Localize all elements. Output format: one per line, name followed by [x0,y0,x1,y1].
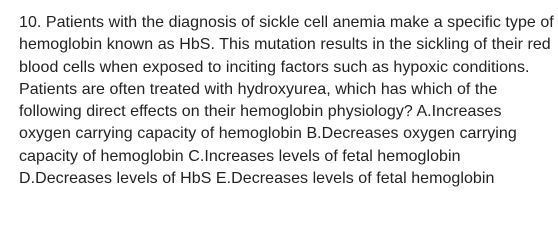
question-text: 10. Patients with the diagnosis of sickle cell anemia make a specific type of hemoglobin known as HbS. This mutation results in the sickling of their red blood cells when exposed to inciting factors such as hypoxic conditions. Patients are often treated with hydroxyurea, which has which of the following direct effects on their hemoglobin physiology? A.Increases oxygen carrying capacity of hemoglobin B.Decreases oxygen carrying capacity of hemoglobin C.Increases levels of fetal hemoglobin D.Decreases levels of HbS E.Decreases levels of fetal hemoglobin [19,14,554,188]
